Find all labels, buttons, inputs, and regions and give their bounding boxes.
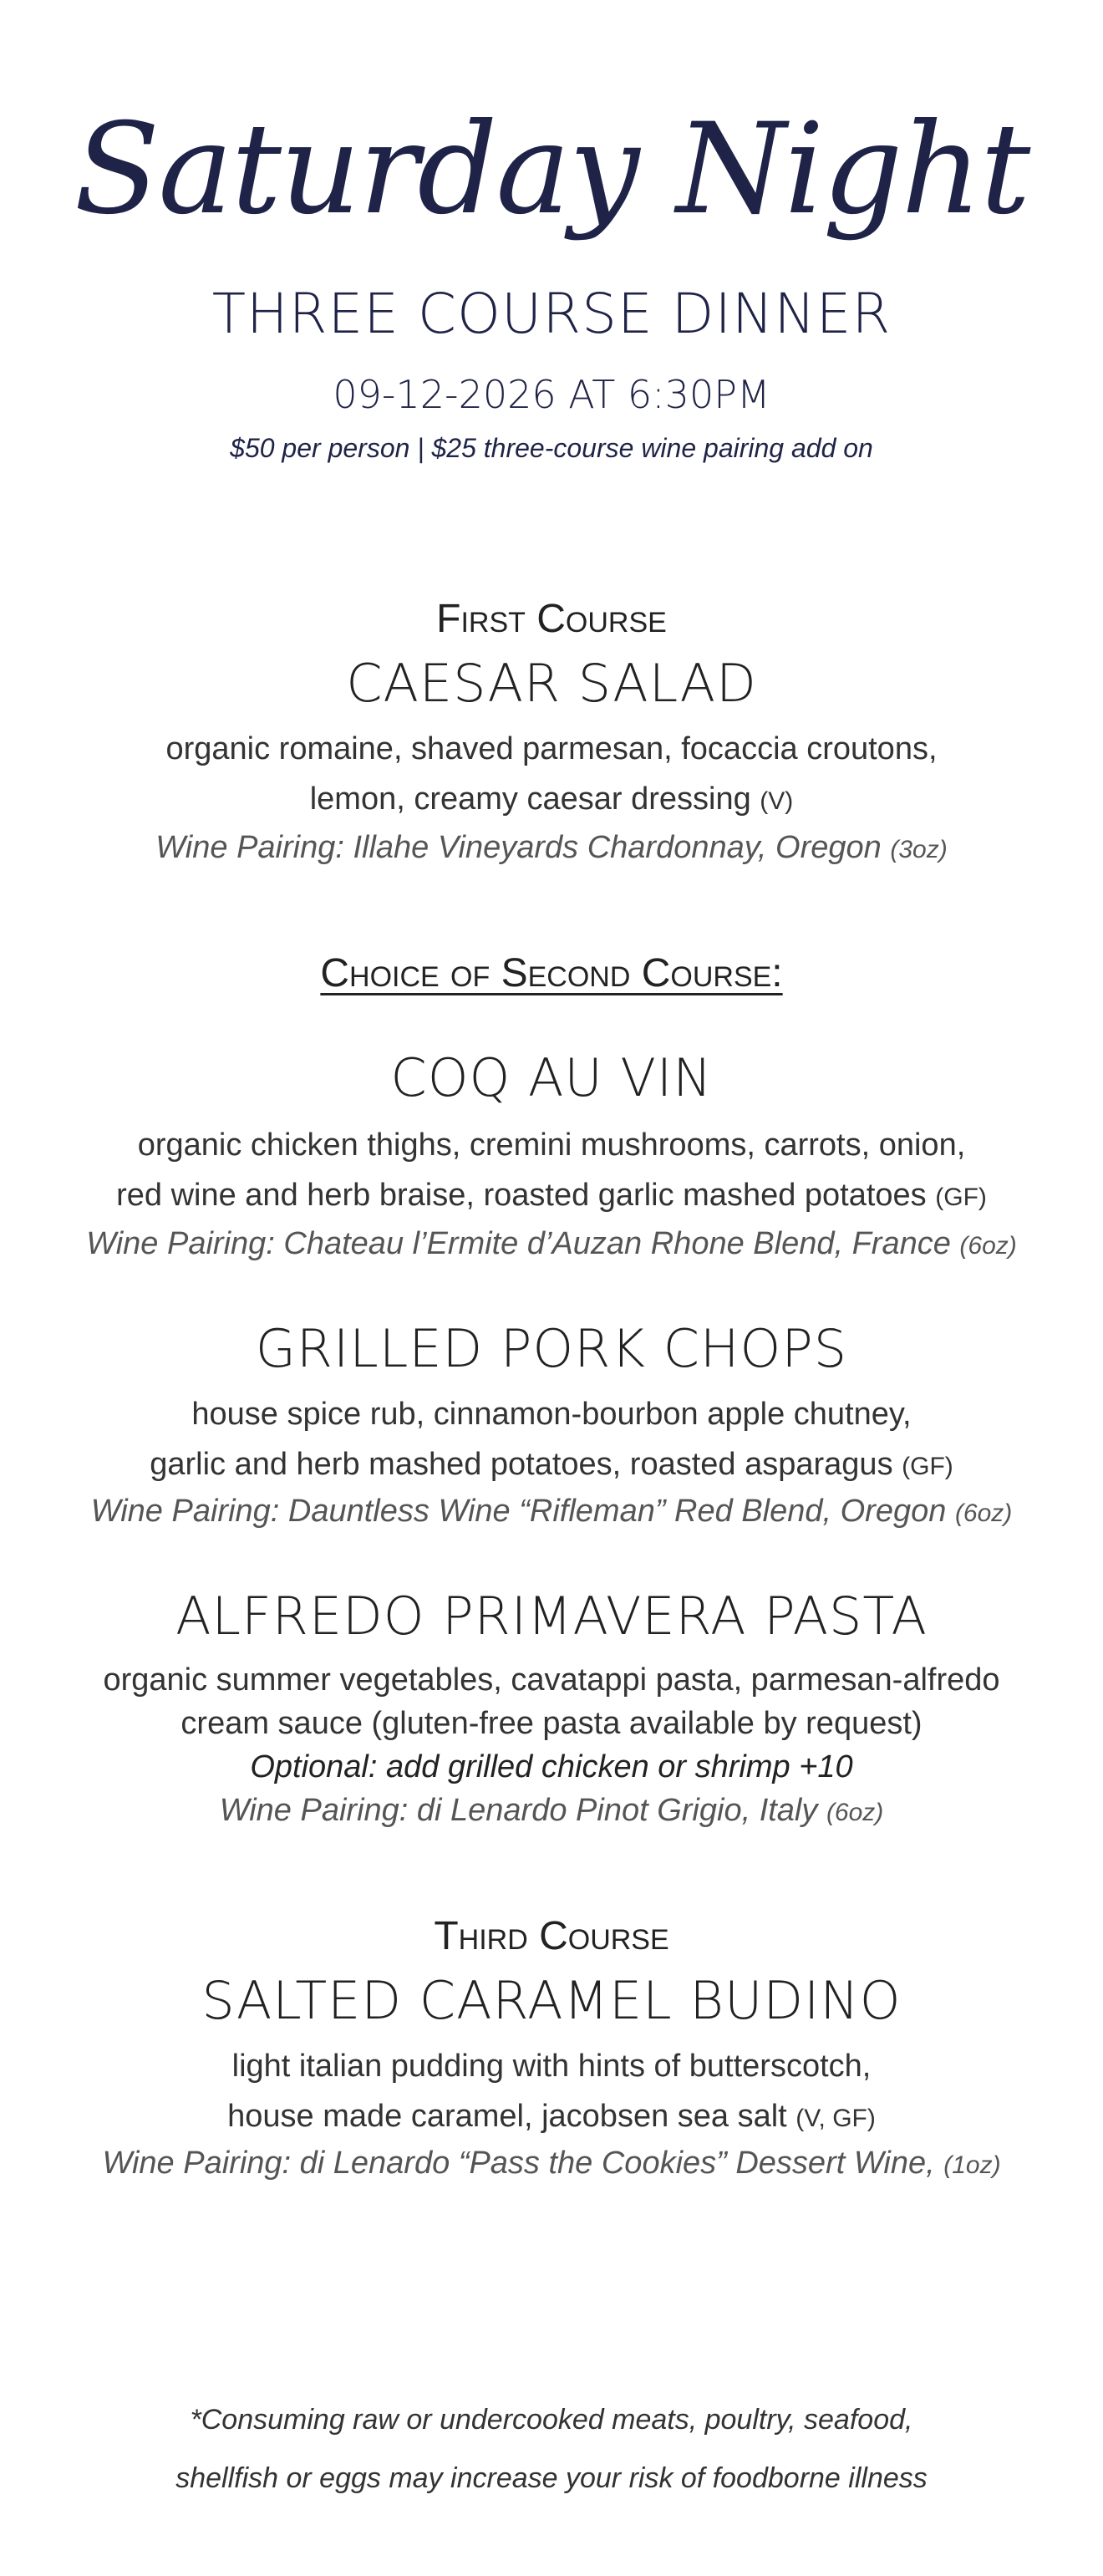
coq-au-vin-desc-line1: organic chicken thighs, cremini mushrooms, carrots, onion, [137, 1128, 966, 1163]
alfredo-pasta-desc-line2: cream sauce (gluten-free pasta available by request) [180, 1706, 923, 1741]
alfredo-pasta-optional-addon: Optional: add grilled chicken or shrimp +10 [250, 1749, 853, 1784]
first-course-wine-pairing: Wine Pairing: Illahe Vineyards Chardonnay, Oregon (3oz) [155, 830, 948, 865]
alfredo-pasta-wine-pairing: Wine Pairing: di Lenardo Pinot Grigio, Italy (6oz) [219, 1793, 884, 1828]
third-course-desc-line2: house made caramel, jacobsen sea salt (V, GF) [227, 2099, 876, 2134]
pork-chops-desc-line2: garlic and herb mashed potatoes, roasted asparagus (GF) [150, 1447, 953, 1482]
second-course-dish-pork-chops: GRILLED PORK CHOPS [255, 1318, 848, 1379]
coq-au-vin-wine-pairing: Wine Pairing: Chateau l’Ermite d’Auzan Rhone Blend, France (6oz) [86, 1226, 1017, 1261]
dietary-tag: (GF) [902, 1453, 953, 1480]
second-course-dish-coq-au-vin: COQ AU VIN [390, 1047, 713, 1108]
wine-pour-size: (1oz) [943, 2151, 1001, 2179]
second-course-label: Choice of Second Course: [320, 951, 783, 995]
pork-chops-desc-line1: house spice rub, cinnamon-bourbon apple chutney, [191, 1397, 912, 1432]
dietary-tag: (V) [760, 787, 794, 815]
coq-au-vin-desc-line2: red wine and herb braise, roasted garlic mashed potatoes (GF) [116, 1178, 987, 1213]
third-course-dish: SALTED CARAMEL BUDINO [201, 1970, 902, 2031]
food-safety-disclaimer-line2: shellfish or eggs may increase your risk of foodborne illness [175, 2462, 928, 2494]
third-course-desc-line1: light italian pudding with hints of butterscotch, [231, 2049, 872, 2084]
alfredo-pasta-desc-line1: organic summer vegetables, cavatappi pasta, parmesan-alfredo [103, 1662, 1000, 1698]
dietary-tag: (GF) [935, 1184, 987, 1211]
wine-pour-size: (6oz) [954, 1499, 1013, 1527]
menu-title: Saturday Night [74, 97, 1029, 242]
third-course-label: Third Course [434, 1914, 669, 1958]
menu-subtitle: THREE COURSE DINNER [211, 282, 892, 346]
first-course-dish: CAESAR SALAD [346, 653, 757, 714]
first-course-desc-line1: organic romaine, shaved parmesan, focaccia croutons, [165, 731, 938, 766]
second-course-dish-alfredo-pasta: ALFREDO PRIMAVERA PASTA [175, 1586, 928, 1647]
first-course-desc-line2: lemon, creamy caesar dressing (V) [309, 781, 794, 817]
pricing-line: $50 per person | $25 three-course wine pairing add on [230, 433, 873, 463]
wine-pour-size: (6oz) [826, 1799, 884, 1826]
first-course-label: First Course [436, 597, 667, 641]
dietary-tag: (V, GF) [795, 2105, 876, 2132]
food-safety-disclaimer-line1: *Consuming raw or undercooked meats, poultry, seafood, [190, 2404, 913, 2436]
pork-chops-wine-pairing: Wine Pairing: Dauntless Wine “Rifleman” Red Blend, Oregon (6oz) [90, 1494, 1013, 1529]
event-datetime: 09-12-2026 AT 6:30PM [333, 372, 770, 417]
third-course-wine-pairing: Wine Pairing: di Lenardo “Pass the Cookies” Dessert Wine, (1oz) [102, 2146, 1001, 2181]
wine-pour-size: (3oz) [890, 836, 948, 863]
wine-pour-size: (6oz) [959, 1232, 1017, 1260]
